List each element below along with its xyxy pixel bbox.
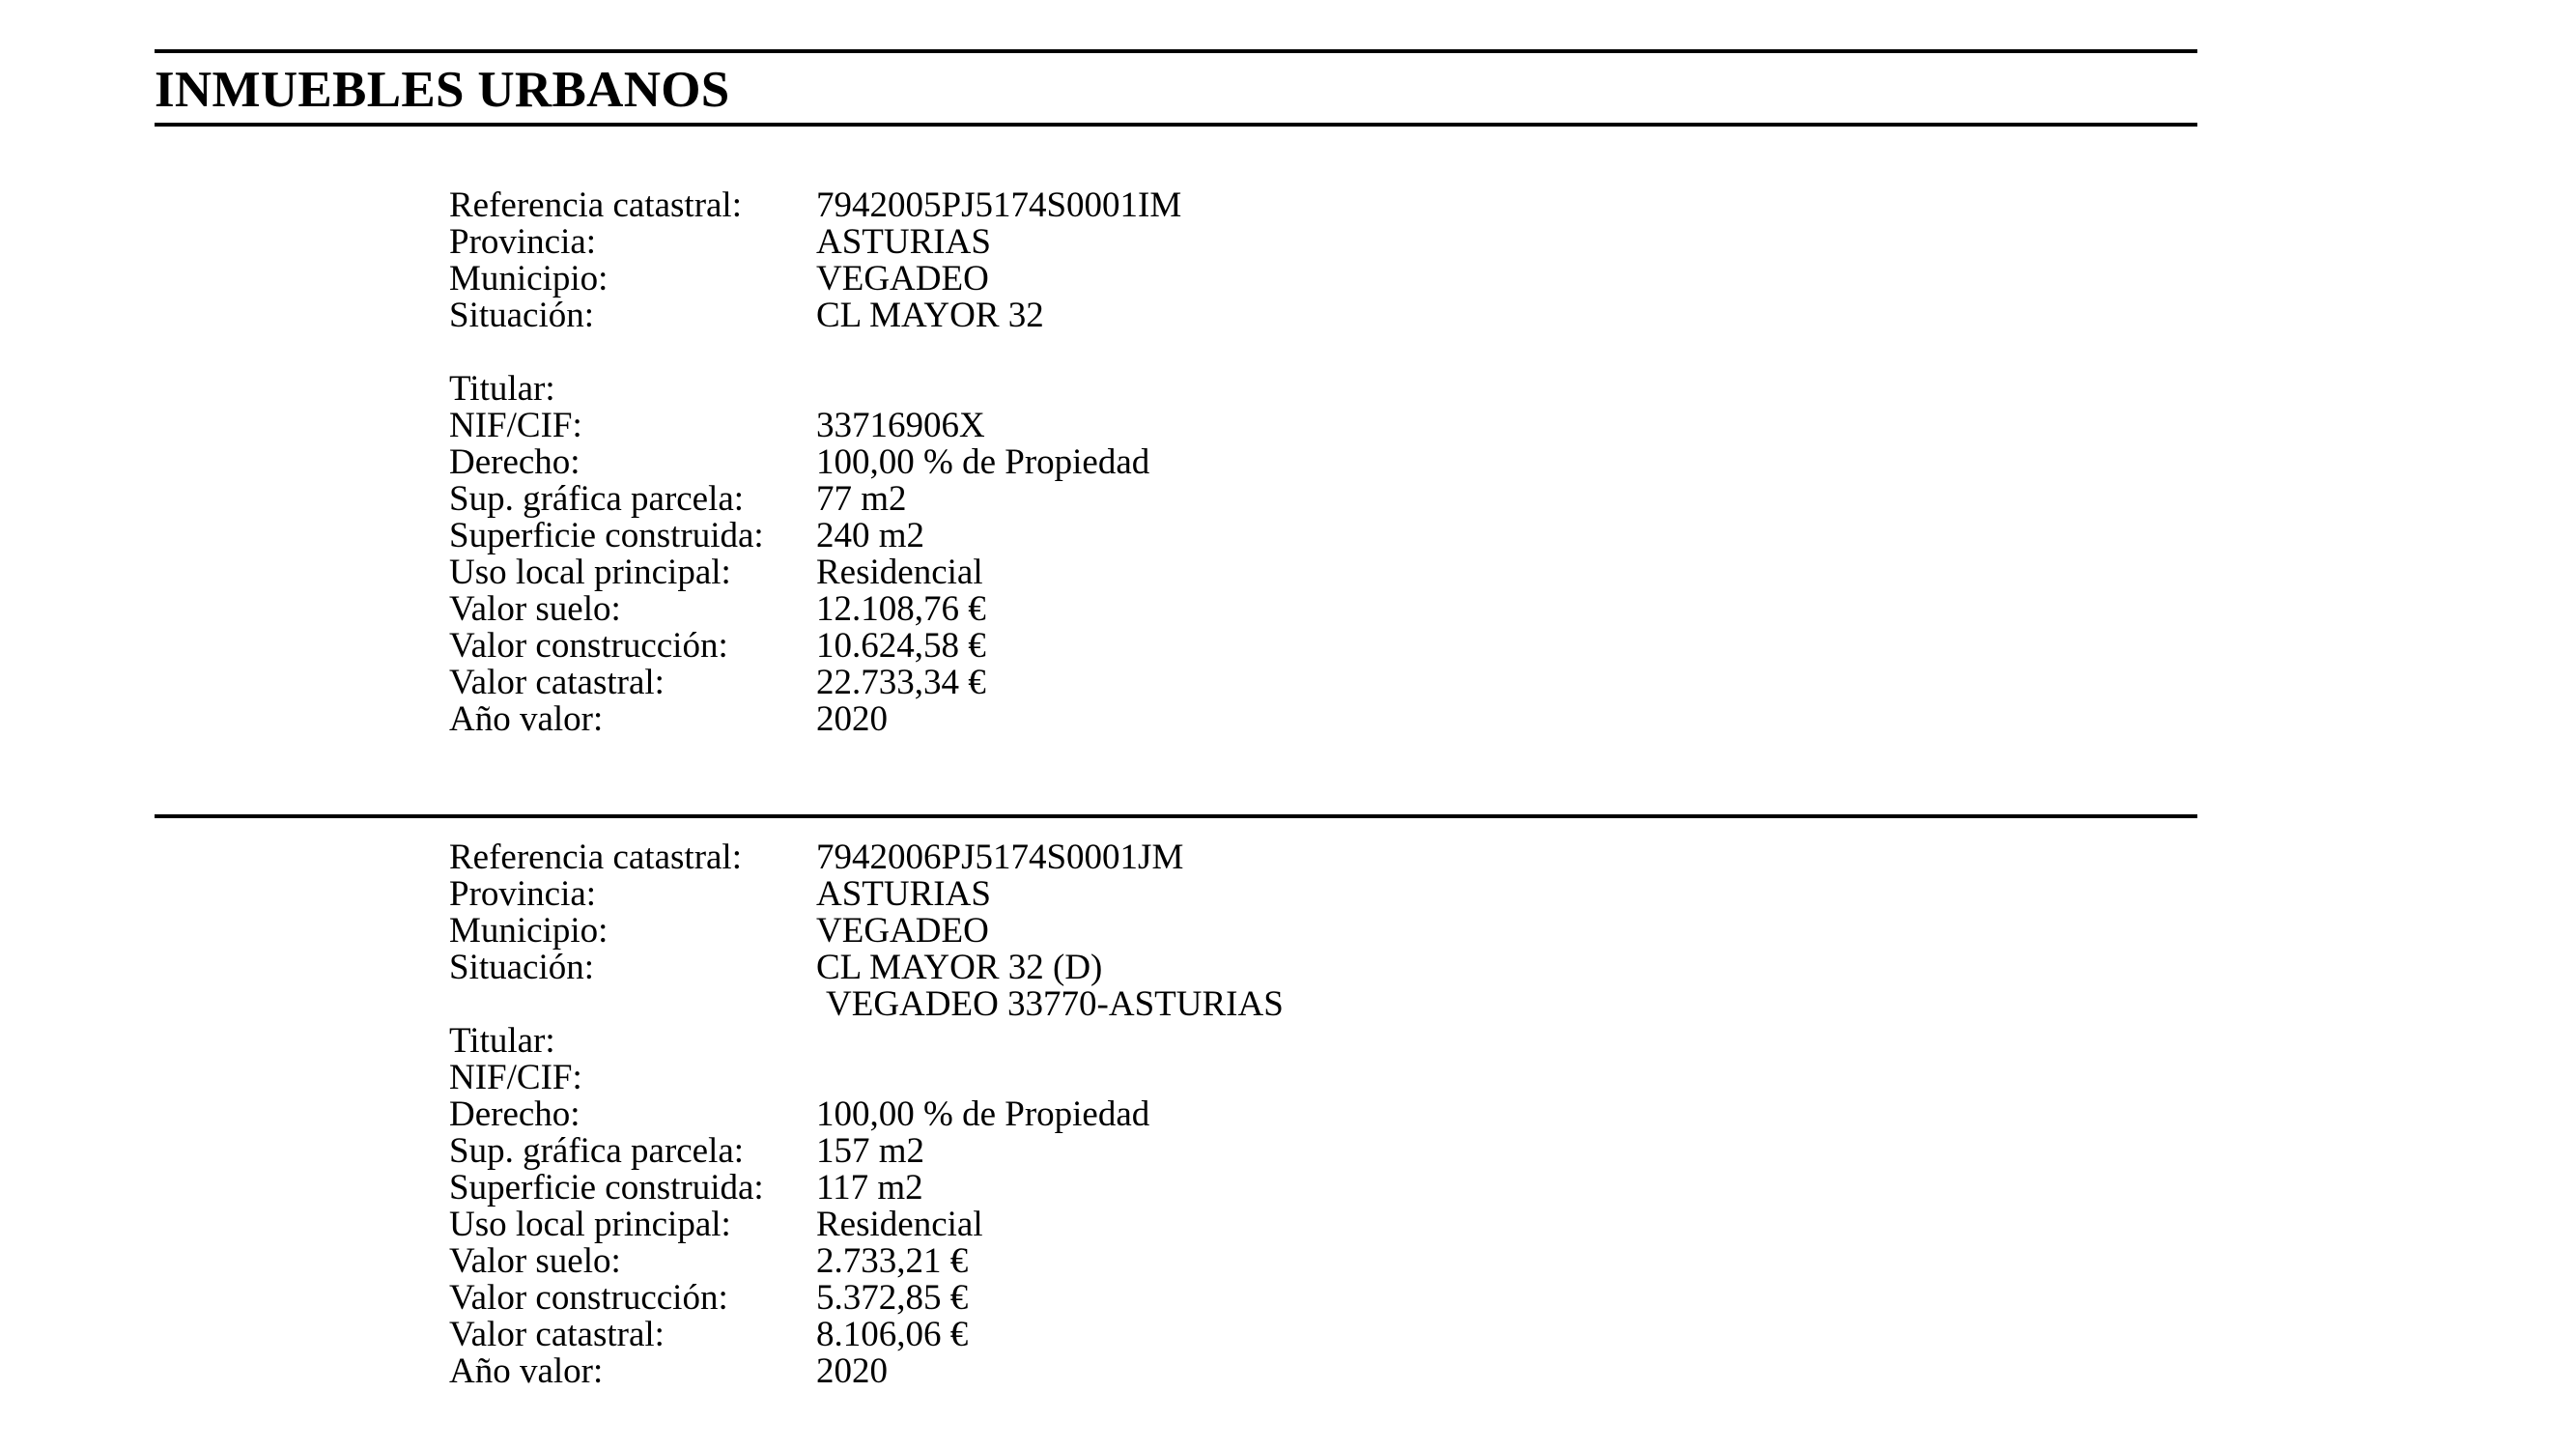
valor-catastral-value: 22.733,34 € xyxy=(816,663,986,702)
sup-construida-value: 117 m2 xyxy=(816,1168,923,1208)
uso-row xyxy=(449,1207,1608,1243)
situacion-row xyxy=(449,298,1608,334)
situacion-line2-value: VEGADEO 33770-ASTURIAS xyxy=(826,984,1284,1024)
derecho-label: Derecho: xyxy=(449,1094,580,1134)
referencia-value: 7942005PJ5174S0001IM xyxy=(816,185,1182,225)
record-separator-rule xyxy=(155,814,2197,818)
valor-construccion-row xyxy=(449,1280,1608,1317)
nif-value: 33716906X xyxy=(816,406,985,445)
titular-value xyxy=(816,1023,1608,1060)
derecho-row xyxy=(449,444,1608,481)
sup-grafica-row xyxy=(449,481,1608,518)
valor-construccion-value: 5.372,85 € xyxy=(816,1278,969,1318)
sup-construida-row xyxy=(449,1170,1608,1207)
situacion-label: Situación: xyxy=(449,296,595,335)
uso-row xyxy=(449,554,1608,591)
titular-label: Titular: xyxy=(449,1021,555,1061)
municipio-row xyxy=(449,913,1608,950)
derecho-value: 100,00 % de Propiedad xyxy=(816,1094,1150,1134)
titular-row xyxy=(449,1023,1608,1060)
sup-grafica-label: Sup. gráfica parcela: xyxy=(449,1131,745,1171)
valor-suelo-row xyxy=(449,591,1608,628)
sup-construida-row xyxy=(449,518,1608,554)
referencia-row xyxy=(449,839,1608,876)
valor-construccion-row xyxy=(449,628,1608,665)
anio-valor-value: 2020 xyxy=(816,1351,888,1391)
titular-value xyxy=(816,371,1608,408)
sup-construida-label: Superficie construida: xyxy=(449,1168,764,1208)
section-title: INMUEBLES URBANOS xyxy=(155,62,730,118)
anio-valor-row xyxy=(449,1353,1608,1390)
provincia-label: Provincia: xyxy=(449,874,597,914)
provincia-label: Provincia: xyxy=(449,222,597,262)
valor-catastral-row xyxy=(449,665,1608,701)
titular-row xyxy=(449,371,1608,408)
municipio-row xyxy=(449,261,1608,298)
property-record-2 xyxy=(449,839,1608,1390)
referencia-value: 7942006PJ5174S0001JM xyxy=(816,838,1184,877)
anio-valor-label: Año valor: xyxy=(449,1351,604,1391)
anio-valor-value: 2020 xyxy=(816,699,888,739)
referencia-row xyxy=(449,187,1608,224)
anio-valor-label: Año valor: xyxy=(449,699,604,739)
provincia-value: ASTURIAS xyxy=(816,874,991,914)
valor-construccion-value: 10.624,58 € xyxy=(816,626,986,666)
sup-grafica-value: 157 m2 xyxy=(816,1131,925,1171)
valor-suelo-value: 12.108,76 € xyxy=(816,589,986,629)
uso-label: Uso local principal: xyxy=(449,1205,731,1244)
valor-construccion-label: Valor construcción: xyxy=(449,626,728,666)
situacion-value: CL MAYOR 32 xyxy=(816,296,1044,335)
nif-row xyxy=(449,408,1608,444)
nif-label: NIF/CIF: xyxy=(449,1058,582,1097)
referencia-label: Referencia catastral: xyxy=(449,838,742,877)
referencia-label: Referencia catastral: xyxy=(449,185,742,225)
sup-construida-label: Superficie construida: xyxy=(449,516,764,555)
valor-catastral-label: Valor catastral: xyxy=(449,663,665,702)
municipio-label: Municipio: xyxy=(449,259,609,298)
valor-suelo-value: 2.733,21 € xyxy=(816,1241,969,1281)
sup-grafica-label: Sup. gráfica parcela: xyxy=(449,479,745,519)
property-record-1 xyxy=(449,187,1608,738)
sup-construida-value: 240 m2 xyxy=(816,516,925,555)
titular-label: Titular: xyxy=(449,369,555,409)
situacion-row xyxy=(449,950,1608,986)
nif-label: NIF/CIF: xyxy=(449,406,582,445)
situacion-line2-spacer xyxy=(449,986,816,1023)
provincia-row xyxy=(449,876,1608,913)
derecho-row xyxy=(449,1096,1608,1133)
provincia-row xyxy=(449,224,1608,261)
uso-value: Residencial xyxy=(816,1205,983,1244)
valor-suelo-label: Valor suelo: xyxy=(449,589,621,629)
uso-label: Uso local principal: xyxy=(449,553,731,592)
anio-valor-row xyxy=(449,701,1608,738)
nif-value xyxy=(816,1060,1608,1096)
nif-row xyxy=(449,1060,1608,1096)
sup-grafica-row xyxy=(449,1133,1608,1170)
title-underline-rule xyxy=(155,123,2197,127)
top-rule xyxy=(155,49,2197,53)
valor-construccion-label: Valor construcción: xyxy=(449,1278,728,1318)
provincia-value: ASTURIAS xyxy=(816,222,991,262)
sup-grafica-value: 77 m2 xyxy=(816,479,907,519)
valor-catastral-row xyxy=(449,1317,1608,1353)
uso-value: Residencial xyxy=(816,553,983,592)
valor-suelo-row xyxy=(449,1243,1608,1280)
municipio-value: VEGADEO xyxy=(816,259,989,298)
derecho-value: 100,00 % de Propiedad xyxy=(816,442,1150,482)
situacion-line2-row xyxy=(449,986,1608,1023)
municipio-label: Municipio: xyxy=(449,911,609,951)
valor-suelo-label: Valor suelo: xyxy=(449,1241,621,1281)
municipio-value: VEGADEO xyxy=(816,911,989,951)
situacion-value: CL MAYOR 32 (D) xyxy=(816,948,1103,987)
valor-catastral-label: Valor catastral: xyxy=(449,1315,665,1354)
derecho-label: Derecho: xyxy=(449,442,580,482)
situacion-label: Situación: xyxy=(449,948,595,987)
valor-catastral-value: 8.106,06 € xyxy=(816,1315,969,1354)
